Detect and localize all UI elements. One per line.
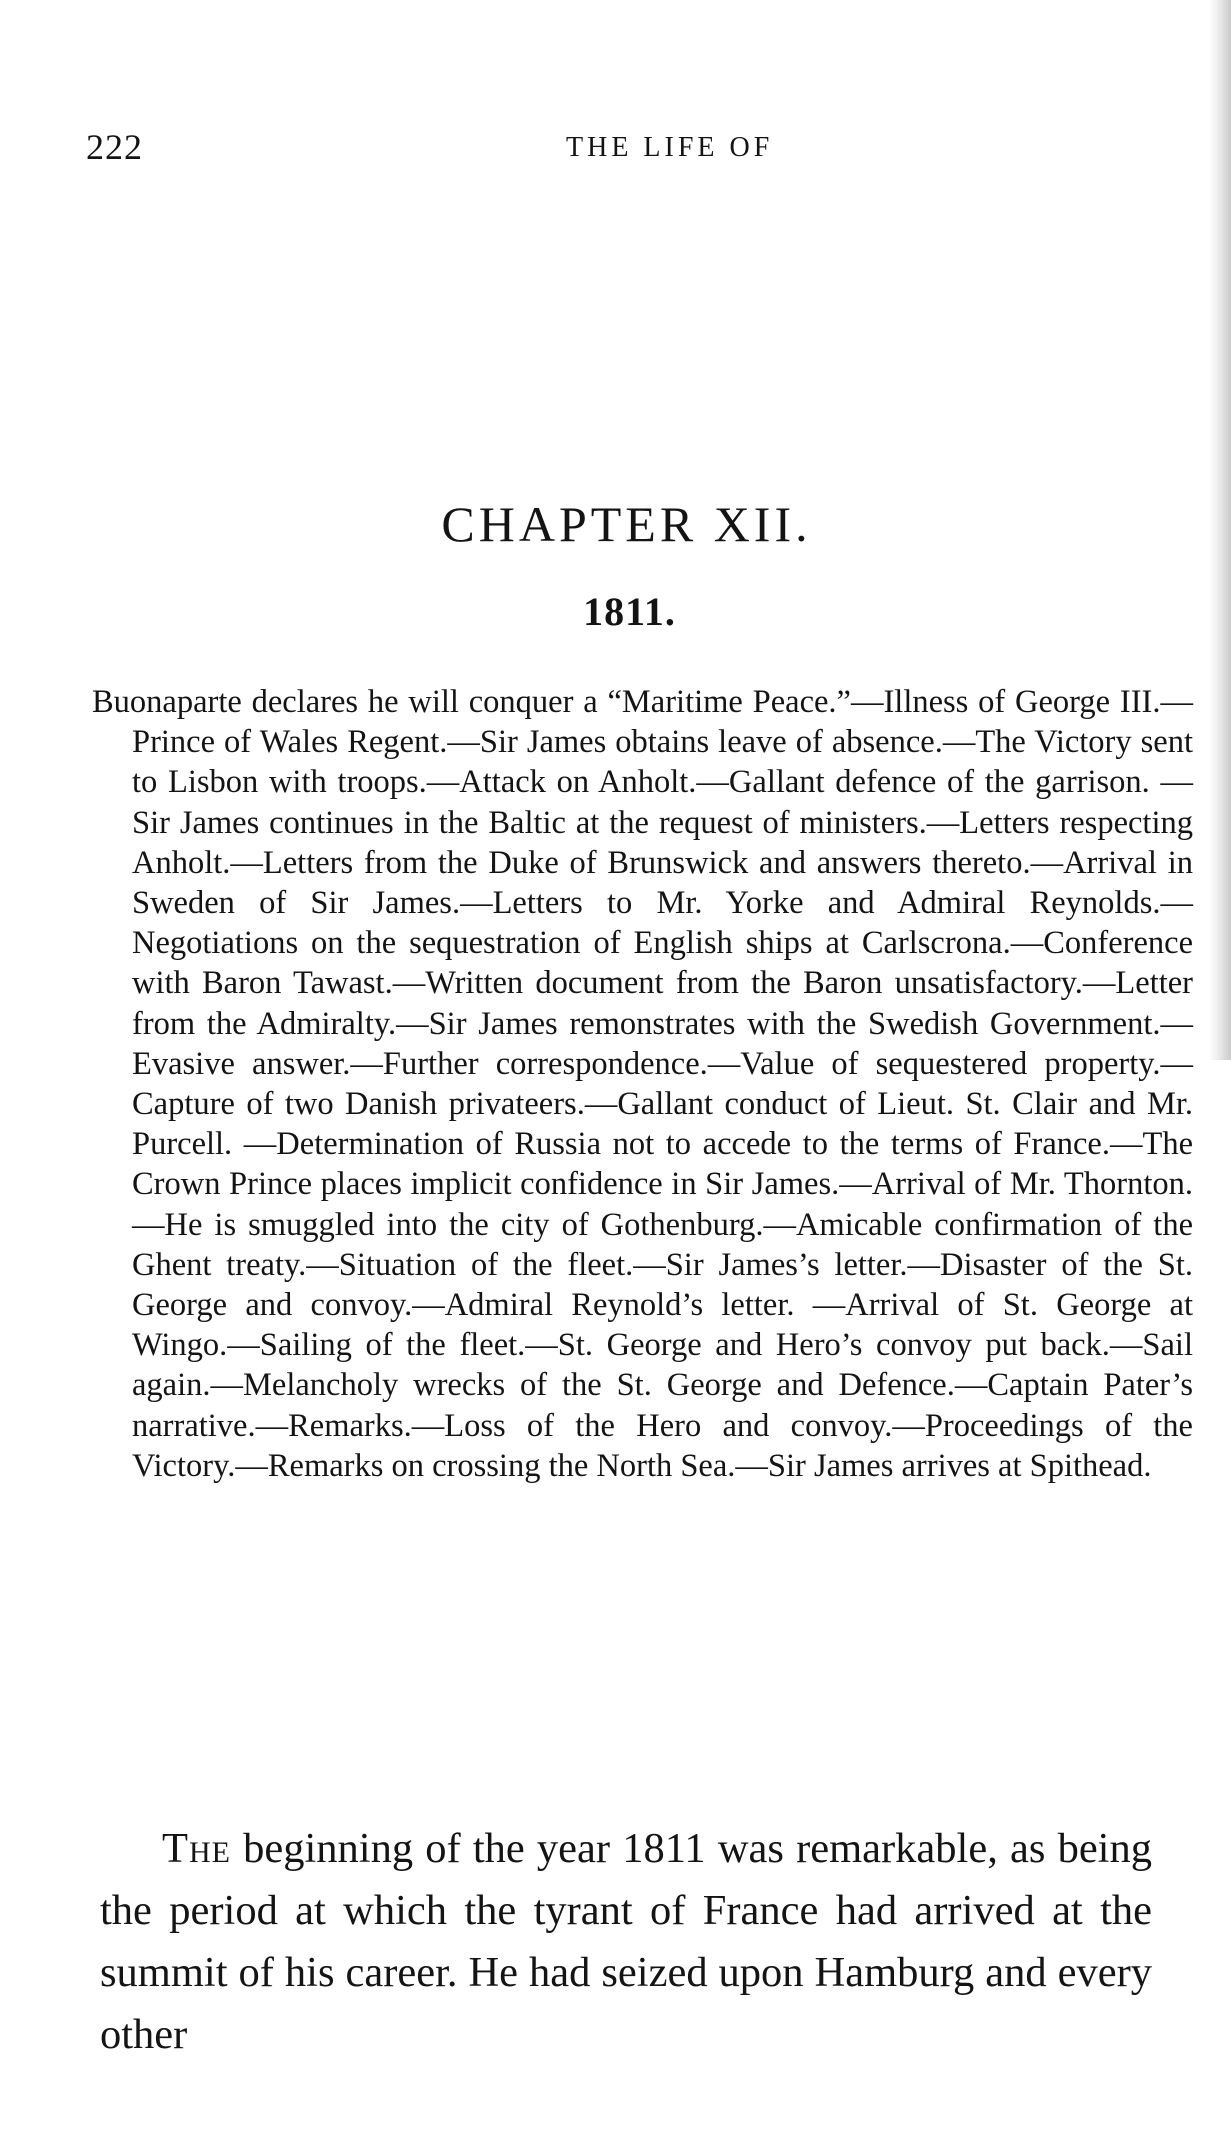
running-head: THE LIFE OF (566, 132, 774, 163)
body-paragraph (100, 1818, 1152, 2066)
chapter-title: CHAPTER XII. (441, 496, 812, 552)
opening-word: The (162, 1825, 231, 1872)
body-paragraph-text: beginning of the year 1811 was remarkable, as being the period at which the tyrant of France had arrived at the summit of his career. He had seized upon Hamburg and every other (100, 1825, 1152, 2058)
page-number: 222 (86, 127, 143, 167)
chapter-synopsis: Buonaparte declares he will conquer a “Maritime Peace.”—Illness of George III.—Prince of Wales Regent.—Sir James obtains leave of absence.—The Victory sent to Lisbon with troops.—Attack on Anholt.—Gallant defence of the garrison. —Sir James continues in the Baltic at the request of ministers.—Letters respecting Anholt.—Letters from the Duke of Brunswick and answers thereto.—Arrival in Sweden of Sir James.—Letters to Mr. Yorke and Admiral Reynolds.—Negotiations on the sequestration of English ships at Carlscrona.—Conference with Baron Tawast.—Written document from the Baron unsatisfactory.—Letter from the Admiralty.—Sir James remonstrates with the Swedish Government.—Evasive answer.—Further correspondence.—Value of sequestered property.—Capture of two Danish privateers.—Gallant conduct of Lieut. St. Clair and Mr. Purcell. —Determination of Russia not to accede to the terms of France.—The Crown Prince places implicit confidence in Sir James.—Arrival of Mr. Thornton.—He is smuggled into the city of Gothenburg.—Amicable confirmation of the Ghent treaty.—Situation of the fleet.—Sir James’s letter.—Disaster of the St. George and convoy.—Admiral Reynold’s letter. —Arrival of St. George at Wingo.—Sailing of the fleet.—St. George and Hero’s convoy put back.—Sail again.—Melancholy wrecks of the St. George and Defence.—Captain Pater’s narrative.—Remarks.—Loss of the Hero and convoy.—Proceedings of the Victory.—Remarks on crossing the North Sea.—Sir James arrives at Spithead. (92, 684, 1193, 1484)
page-header (86, 126, 1146, 166)
chapter-year: 1811. (583, 589, 676, 634)
